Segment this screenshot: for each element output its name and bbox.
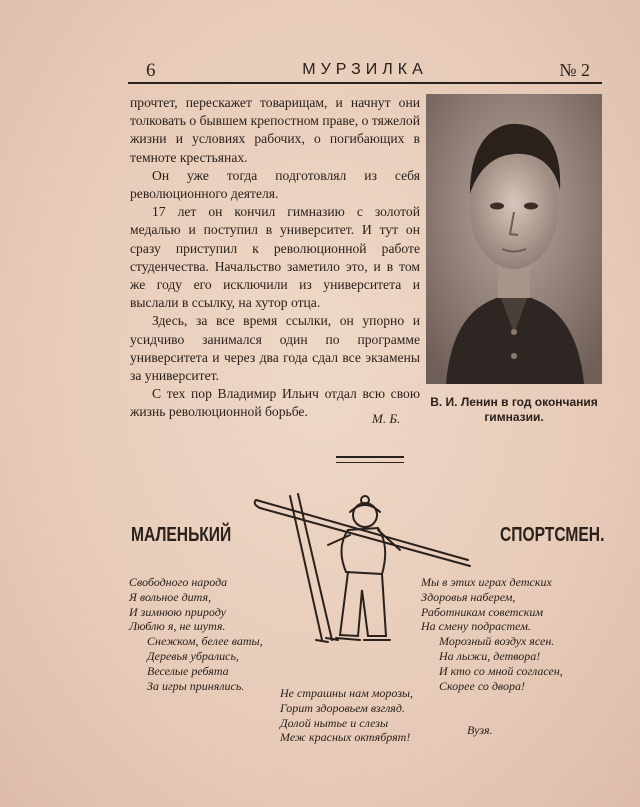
article-paragraph: прочтет, перескажет товарищам, и начнут они толковать о бывшем крепостном праве, о тяжелой жизни и условиях рабочих, о погибающих в темноте крестьянах. bbox=[130, 95, 420, 165]
poem-line: Снежком, белее ваты, bbox=[147, 634, 263, 649]
page-number: 6 bbox=[146, 60, 156, 81]
photo-caption: В. И. Ленин в год окончания гимназии. bbox=[430, 395, 598, 424]
magazine-title: МУРЗИЛКА bbox=[302, 61, 428, 78]
poem-line: За игры принялись. bbox=[147, 678, 245, 693]
poem-author: Вузя. bbox=[467, 723, 493, 737]
poem-line: Веселые ребята bbox=[147, 663, 229, 678]
poem-line: Долой нытье и слезы bbox=[280, 715, 389, 730]
article-paragraph: 17 лет он кончил гимназию с золотой медалью и поступил в университет. И тут он сразу приступил к революционной работе студенчества. Начальство заметило это, и в том же году его исключили из университета и выслали в ссылку, на хутор отца. bbox=[130, 204, 420, 311]
poem-line: И кто со мной согласен, bbox=[439, 663, 563, 678]
poem-line: Работникам советским bbox=[421, 604, 544, 619]
poem-line: Горит здоровьем взгляд. bbox=[280, 700, 405, 715]
header-rule bbox=[128, 82, 602, 84]
poem-title-left: МАЛЕНЬКИЙ bbox=[131, 524, 232, 546]
section-divider-thin bbox=[336, 462, 404, 463]
article-paragraph: Он уже тогда подготовлял из себя революционного деятеля. bbox=[130, 167, 420, 202]
poem-line: Не страшны нам морозы, bbox=[280, 686, 414, 700]
poem-line: Мы в этих играх детских bbox=[421, 575, 552, 589]
poem-line: Деревья убрались, bbox=[147, 648, 239, 663]
poem-center-stanza bbox=[280, 686, 413, 745]
poem-line: Морозный воздух ясен. bbox=[439, 634, 555, 649]
poem-left-column bbox=[129, 575, 263, 693]
poem-title-right: СПОРТСМЕН. bbox=[500, 524, 605, 546]
poem-line: На смену подрастем. bbox=[421, 619, 531, 634]
article-signature: М. Б. bbox=[372, 411, 401, 426]
poem-line: На лыжи, детвора! bbox=[439, 648, 541, 663]
article-paragraph: Здесь, за все время ссылки, он упорно и усидчиво занимался один по программе университета и через два года сдал все экзамены за университет. bbox=[130, 313, 420, 384]
portrait-photo bbox=[426, 94, 602, 384]
poem-line: И зимнюю природу bbox=[129, 604, 226, 619]
poem-line: Люблю я, не шутя. bbox=[129, 619, 226, 634]
poem-right-column bbox=[421, 575, 563, 693]
poem-line: Скорее со двора! bbox=[439, 678, 525, 693]
poem-line: Я вольное дитя, bbox=[129, 589, 212, 604]
poem-line: Здоровья наберем, bbox=[421, 589, 516, 604]
poem-line: Меж красных октябрят! bbox=[280, 730, 411, 745]
page-header bbox=[128, 60, 602, 80]
article-paragraph: С тех пор Владимир Ильич отдал всю свою жизнь революционной борьбе. bbox=[130, 386, 420, 420]
section-divider bbox=[336, 456, 404, 458]
article-text bbox=[130, 94, 420, 422]
issue-number: № 2 bbox=[559, 60, 590, 80]
poem-line: Свободного народа bbox=[129, 575, 228, 589]
